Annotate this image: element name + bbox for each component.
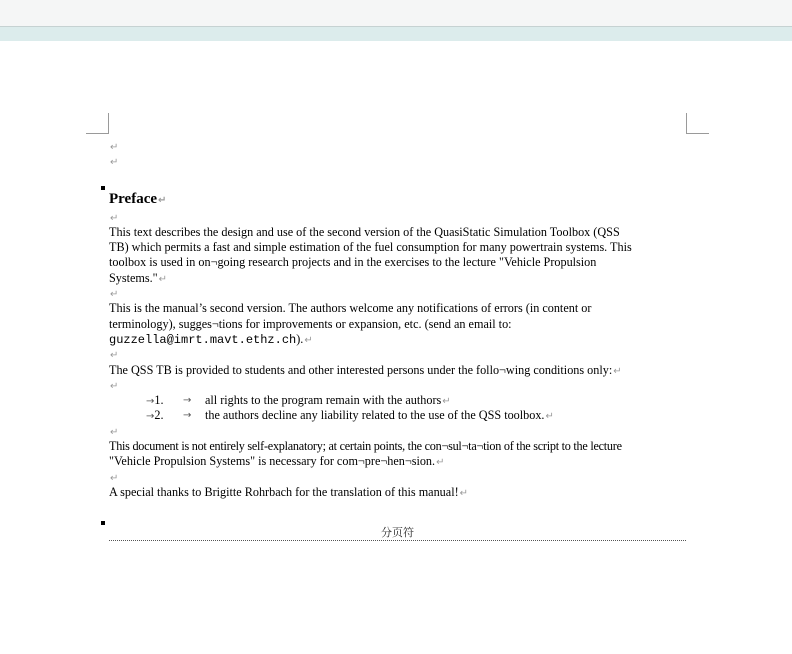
text-fragment: "Vehicle Propulsion Systems" is necessary for com¬pre¬hen¬sion. [109,454,436,469]
tab-arrow-icon: → [183,410,192,422]
text-line-end [109,332,689,347]
list-item-text [205,408,554,424]
empty-paragraph [109,470,689,485]
paragraph-mark-icon: ↵ [110,157,119,169]
list-item[interactable] [109,393,689,408]
paragraph-mark-icon: ↵ [110,426,119,438]
tab-arrow-icon: → [146,396,155,408]
toolbar-strip [0,0,792,26]
paragraph-mark-icon: ↵ [110,472,119,484]
list-number [146,393,164,409]
list-number-text: 1. [154,393,164,408]
crop-mark-top-left [86,113,109,134]
text-line: TB) which permits a fast and simple estimation of the fuel consumption for many powertrain systems. This [109,240,632,255]
tab-arrow-icon: → [146,411,155,423]
paragraph-mark-icon: ↵ [158,194,167,206]
text-line: This text describes the design and use of the second version of the QuasiStatic Simulation Toolbox (QSS [109,224,620,239]
text-line: toolbox is used in on¬going research projects and in the exercises to the lecture "Vehicle Propulsion [109,255,597,270]
paragraph-mark-icon: ↵ [459,487,469,499]
email-link[interactable]: guzzella@imrt.mavt.ethz.ch [109,332,297,347]
list-number [146,408,164,424]
text-fragment: The QSS TB is provided to students and other interested persons under the follo¬wing conditions only: [109,362,613,377]
list-item-text [205,393,451,409]
paragraph-mark-icon: ↵ [110,142,119,153]
empty-paragraph [109,378,689,393]
text-fragment: ). [296,331,304,346]
paragraph-mark-icon: ↵ [545,411,554,423]
paragraph-anchor-icon [101,186,105,190]
paragraph-second-version[interactable] [109,301,689,347]
text-line: This document is not entirely self-explanatory; at certain points, the con¬sul¬ta¬tion of the script to the lecture [109,439,622,454]
document-body[interactable] [109,139,689,500]
empty-paragraph [109,210,689,225]
paragraph-mark-icon: ↵ [110,350,119,362]
page-break[interactable] [109,526,686,541]
text-fragment: all rights to the program remain with the authors [205,393,442,408]
paragraph-mark-icon: ↵ [442,396,451,408]
text-fragment: A special thanks to Brigitte Rohrbach for the translation of this manual! [109,484,459,499]
list-item[interactable] [109,408,689,423]
heading-text: Preface [109,190,158,207]
crop-mark-top-right [686,113,709,134]
empty-paragraph [109,424,689,439]
text-fragment: Systems." [109,270,158,285]
paragraph-mark-icon: ↵ [613,365,622,377]
heading-preface[interactable] [109,188,689,210]
paragraph-intro[interactable] [109,225,689,286]
text-line-end [109,454,689,469]
list-number-text: 2. [154,408,164,423]
paragraph-mark-icon: ↵ [158,273,168,285]
paragraph-thanks[interactable] [109,485,689,500]
empty-paragraph [109,139,689,154]
paragraph-mark-icon: ↵ [110,289,119,301]
text-line: terminology), sugges¬tions for improvements or expansion, etc. (send an email to: [109,316,512,331]
empty-paragraph [109,154,689,169]
paragraph-mark-icon: ↵ [110,380,119,392]
text-line: This is the manual’s second version. The authors welcome any notifications of errors (in content or [109,301,592,316]
tab-arrow-icon: → [183,395,192,407]
horizontal-ruler[interactable] [0,26,792,42]
text-fragment: the authors decline any liability related to the use of the QSS toolbox. [205,408,545,423]
paragraph-mark-icon: ↵ [436,457,445,469]
empty-paragraph [109,347,689,362]
paragraph-mark-icon: ↵ [110,212,119,224]
paragraph-mark-icon: ↵ [304,334,313,346]
paragraph-conditions[interactable] [109,363,689,378]
paragraph-self-explanatory[interactable] [109,439,689,470]
page-break-label: 分页符 [381,526,414,539]
paragraph-anchor-icon [101,521,105,525]
empty-paragraph [109,286,689,301]
text-line-end [109,271,689,286]
